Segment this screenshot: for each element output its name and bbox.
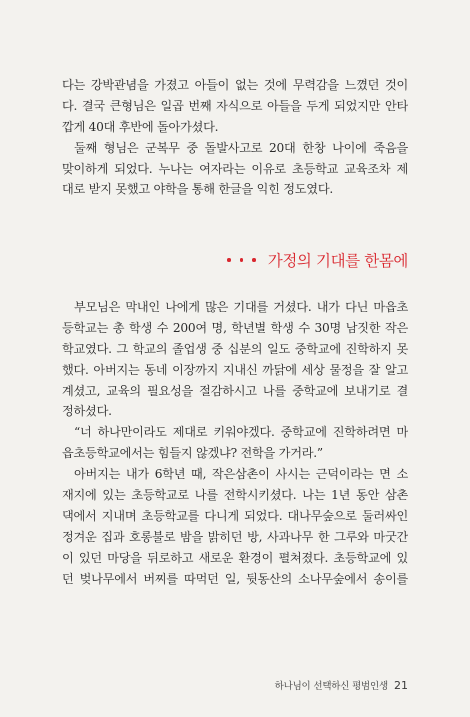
text-line: 했다. 아버지는 동네 이장까지 지내신 까닭에 세상 물정을 잘 알고 — [62, 362, 408, 377]
page-number: 21 — [394, 679, 408, 692]
text-line: 부모님은 막내인 나에게 많은 기대를 거셨다. 내가 다닌 마읍초 — [74, 300, 408, 314]
running-footer-title: 하나님이 선택하신 평범인생 — [274, 681, 388, 692]
text-line: 다는 강박관념을 가졌고 아들이 없는 것에 무력감을 느꼈던 것이 — [62, 78, 408, 92]
text-line: 이 있던 마당을 뒤로하고 새로운 환경이 펼쳐졌다. 초등학교에 있 — [62, 550, 408, 565]
heading-bullet-dots — [227, 258, 256, 262]
text-line: 재지에 있는 초등학교로 나를 전학시키셨다. 나는 1년 동안 삼촌 — [62, 488, 408, 503]
bullet-dot-icon — [240, 258, 244, 262]
bullet-dot-icon — [252, 258, 256, 262]
text-line: 정겨운 집과 호롱불로 밤을 밝히던 방, 사과나무 한 그루와 마굿간 — [62, 529, 408, 544]
text-line: 아버지는 내가 6학년 때, 작은삼촌이 사시는 근덕이라는 면 소 — [74, 467, 408, 482]
section-heading-text: 가정의 기대를 한몸에 — [267, 252, 408, 270]
text-line: 학교였다. 그 학교의 졸업생 중 십분의 일도 중학교에 진학하지 못 — [62, 341, 408, 356]
text-line: 깝게 40대 후반에 돌아가셨다. — [62, 119, 219, 134]
top-paragraphs — [62, 75, 408, 200]
text-line: 대로 받지 못했고 야학을 통해 한글을 익힌 정도였다. — [62, 182, 333, 197]
text-line: 댁에서 지내며 초등학교를 다니게 되었다. 대나무숲으로 둘러싸인 — [62, 508, 408, 523]
text-line: 던 벚나무에서 버찌를 따먹던 일, 뒷동산의 소나무숲에서 송이를 — [62, 571, 408, 586]
text-line: 등학교는 총 학생 수 200여 명, 학년별 학생 수 30명 남짓한 작은 — [62, 320, 408, 335]
text-line: 계셨고, 교육의 필요성을 절감하시고 나를 중학교에 보내기로 결 — [62, 383, 408, 398]
text-line: 맞이하게 되었다. 누나는 여자라는 이유로 초등학교 교육조차 제 — [62, 161, 408, 176]
bottom-paragraphs — [62, 297, 408, 589]
text-line: 정하셨다. — [62, 404, 112, 419]
text-line: 둘째 형님은 군복무 중 돌발사고로 20대 한창 나이에 죽음을 — [74, 140, 408, 155]
page-footer — [275, 678, 408, 692]
text-line: 다. 결국 큰형님은 일곱 번째 자식으로 아들을 두게 되었지만 안타 — [62, 98, 408, 113]
text-line: 읍초등학교에서는 힘들지 않겠냐? 전학을 가거라.” — [62, 446, 323, 461]
text-line: “너 하나만이라도 제대로 키워야겠다. 중학교에 진학하려면 마 — [74, 425, 408, 440]
section-heading — [200, 248, 408, 272]
bullet-dot-icon — [227, 258, 231, 262]
